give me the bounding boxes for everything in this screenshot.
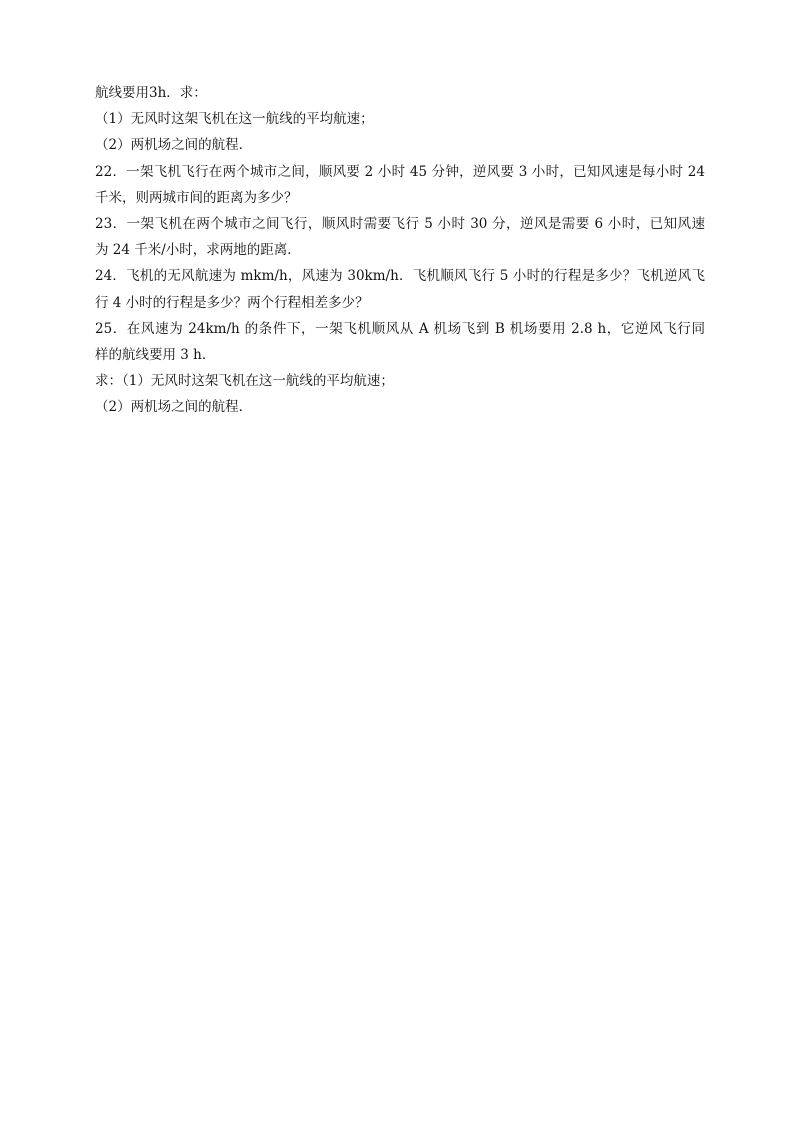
problem-25-line-1: 25．在风速为 24km/h 的条件下，一架飞机顺风从 A 机场飞到 B 机场要用 2.8 h，它逆风飞行同 bbox=[95, 320, 705, 337]
problem-22-line-2: 千米，则两城市间的距离为多少？ bbox=[95, 189, 298, 206]
text-line-2: （1）无风时这架飞机在这一航线的平均航速； bbox=[95, 111, 374, 128]
problem-25-question-2: （2）两机场之间的航程． bbox=[95, 399, 253, 416]
problem-23-line-2: 为 24 千米/小时，求两地的距离． bbox=[95, 242, 301, 259]
document-body bbox=[95, 80, 705, 420]
problem-24-line-1: 24．飞机的无风航速为 mkm/h，风速为 30km/h．飞机顺风飞行 5 小时的行程是多少？飞机逆风飞 bbox=[95, 268, 705, 285]
problem-24-line-2: 行 4 小时的行程是多少？两个行程相差多少？ bbox=[95, 294, 369, 311]
text-line-1: 航线要用3h．求： bbox=[95, 85, 207, 101]
text-line-3: （2）两机场之间的航程． bbox=[95, 137, 253, 154]
problem-25-question-1: 求：（1）无风时这架飞机在这一航线的平均航速； bbox=[95, 373, 394, 390]
problem-23-line-1: 23．一架飞机在两个城市之间飞行，顺风时需要飞行 5 小时 30 分，逆风是需要 6 小时，已知风速 bbox=[95, 215, 705, 232]
problem-25-line-2: 样的航线要用 3 h． bbox=[95, 346, 216, 363]
problem-22-line-1: 22．一架飞机飞行在两个城市之间，顺风要 2 小时 45 分钟，逆风要 3 小时，已知风速是每小时 24 bbox=[95, 163, 705, 180]
